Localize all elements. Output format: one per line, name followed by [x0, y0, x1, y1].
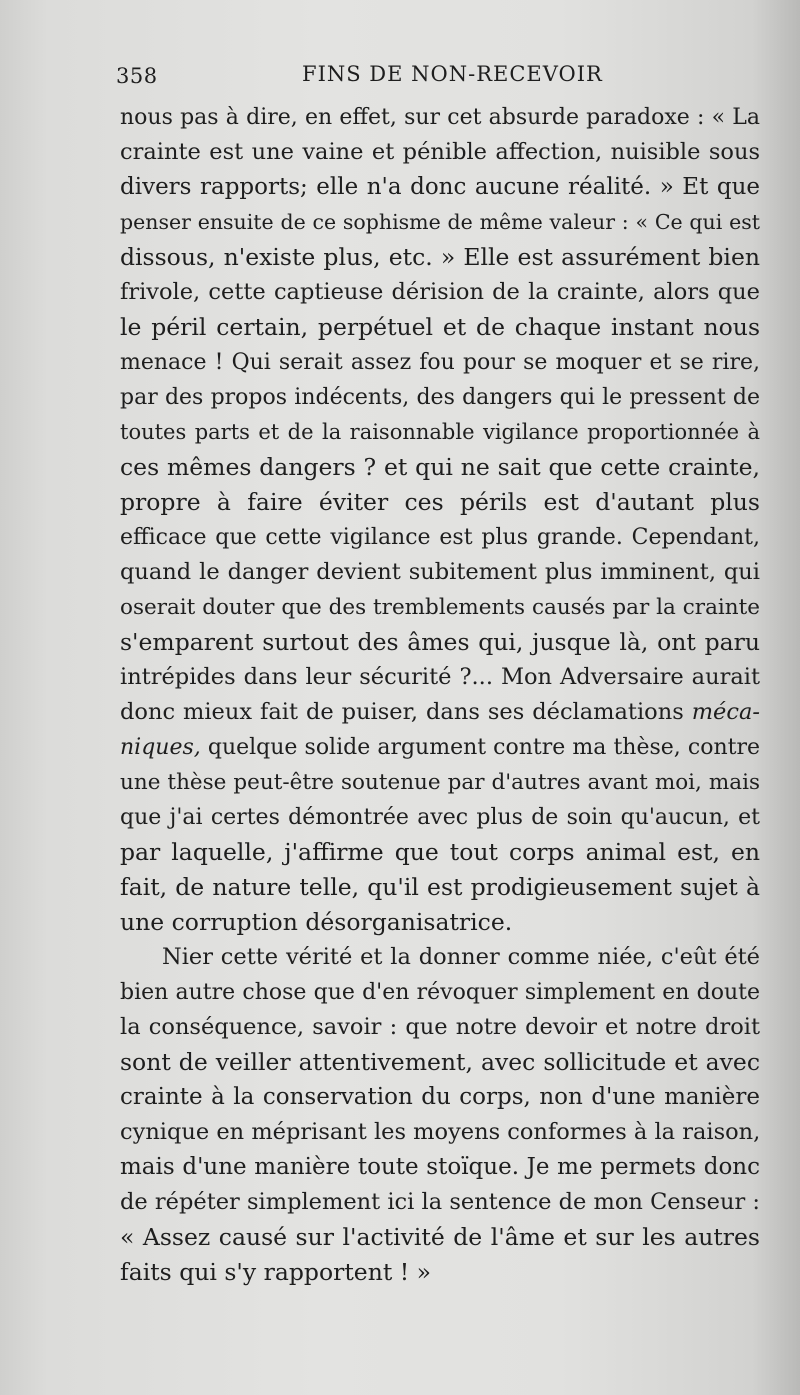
- text-line: Nier cette vérité et la donner comme niée, c'eût été: [162, 944, 760, 970]
- text-line: menace ! Qui serait assez fou pour se moquer et se rire,: [120, 350, 760, 375]
- text-line: fait, de nature telle, qu'il est prodigieusement sujet à: [120, 873, 760, 901]
- text-line: de répéter simplement ici la sentence de mon Censeur :: [120, 1189, 760, 1215]
- text-line: donc mieux fait de puiser, dans ses déclamations méca-: [120, 699, 760, 725]
- text-line: s'emparent surtout des âmes qui, jusque là, ont paru: [120, 628, 760, 656]
- text-line: sont de veiller attentivement, avec sollicitude et avec: [120, 1048, 760, 1076]
- text-line: toutes parts et de la raisonnable vigilance proportionnée à: [120, 420, 760, 444]
- text-line: penser ensuite de ce sophisme de même valeur : « Ce qui est: [120, 210, 760, 234]
- text-line: le péril certain, perpétuel et de chaque instant nous: [120, 313, 760, 341]
- text-line: crainte est une vaine et pénible affection, nuisible sous: [120, 139, 760, 165]
- text-line: la conséquence, savoir : que notre devoir et notre droit: [120, 1014, 760, 1040]
- text-line: oserait douter que des tremblements causés par la crainte: [120, 595, 760, 620]
- text-line: cynique en méprisant les moyens conformes à la raison,: [120, 1119, 761, 1145]
- text-line: propre à faire éviter ces périls est d'autant plus: [120, 488, 760, 516]
- text-line: « Assez causé sur l'activité de l'âme et sur les autres: [120, 1223, 760, 1251]
- text-line: faits qui s'y rapportent ! »: [120, 1258, 432, 1286]
- text-line: niques, quelque solide argument contre ma thèse, contre: [120, 735, 760, 760]
- text-line: que j'ai certes démontrée avec plus de soin qu'aucun, et: [120, 805, 760, 830]
- text-line: frivole, cette captieuse dérision de la crainte, alors que: [120, 279, 760, 305]
- text-line: quand le danger devient subitement plus imminent, qui: [120, 559, 760, 585]
- text-line: par des propos indécents, des dangers qui le pressent de: [120, 385, 760, 410]
- page-number: 358: [116, 64, 158, 88]
- text-line: nous pas à dire, en effet, sur cet absurde paradoxe : « La: [120, 105, 760, 130]
- text-line: efficace que cette vigilance est plus grande. Cependant,: [120, 525, 760, 550]
- text-line: ces mêmes dangers ? et qui ne sait que cette crainte,: [120, 453, 760, 481]
- text-line: une corruption désorganisatrice.: [120, 908, 513, 936]
- text-line: bien autre chose que d'en révoquer simplement en doute: [120, 980, 760, 1005]
- running-title: FINS DE NON-RECEVOIR: [302, 62, 603, 86]
- body-text: [120, 100, 760, 1290]
- text-line: intrépides dans leur sécurité ?... Mon Adversaire aurait: [120, 664, 760, 690]
- text-line: par laquelle, j'affirme que tout corps animal est, en: [120, 838, 760, 866]
- text-line: une thèse peut-être soutenue par d'autres avant moi, mais: [120, 770, 760, 795]
- text-line: divers rapports; elle n'a donc aucune réalité. » Et que: [120, 174, 760, 200]
- page-header: [112, 58, 764, 92]
- text-line: crainte à la conservation du corps, non d'une manière: [120, 1084, 760, 1110]
- text-line: mais d'une manière toute stoïque. Je me permets donc: [120, 1154, 760, 1180]
- text-line: dissous, n'existe plus, etc. » Elle est assurément bien: [120, 243, 760, 271]
